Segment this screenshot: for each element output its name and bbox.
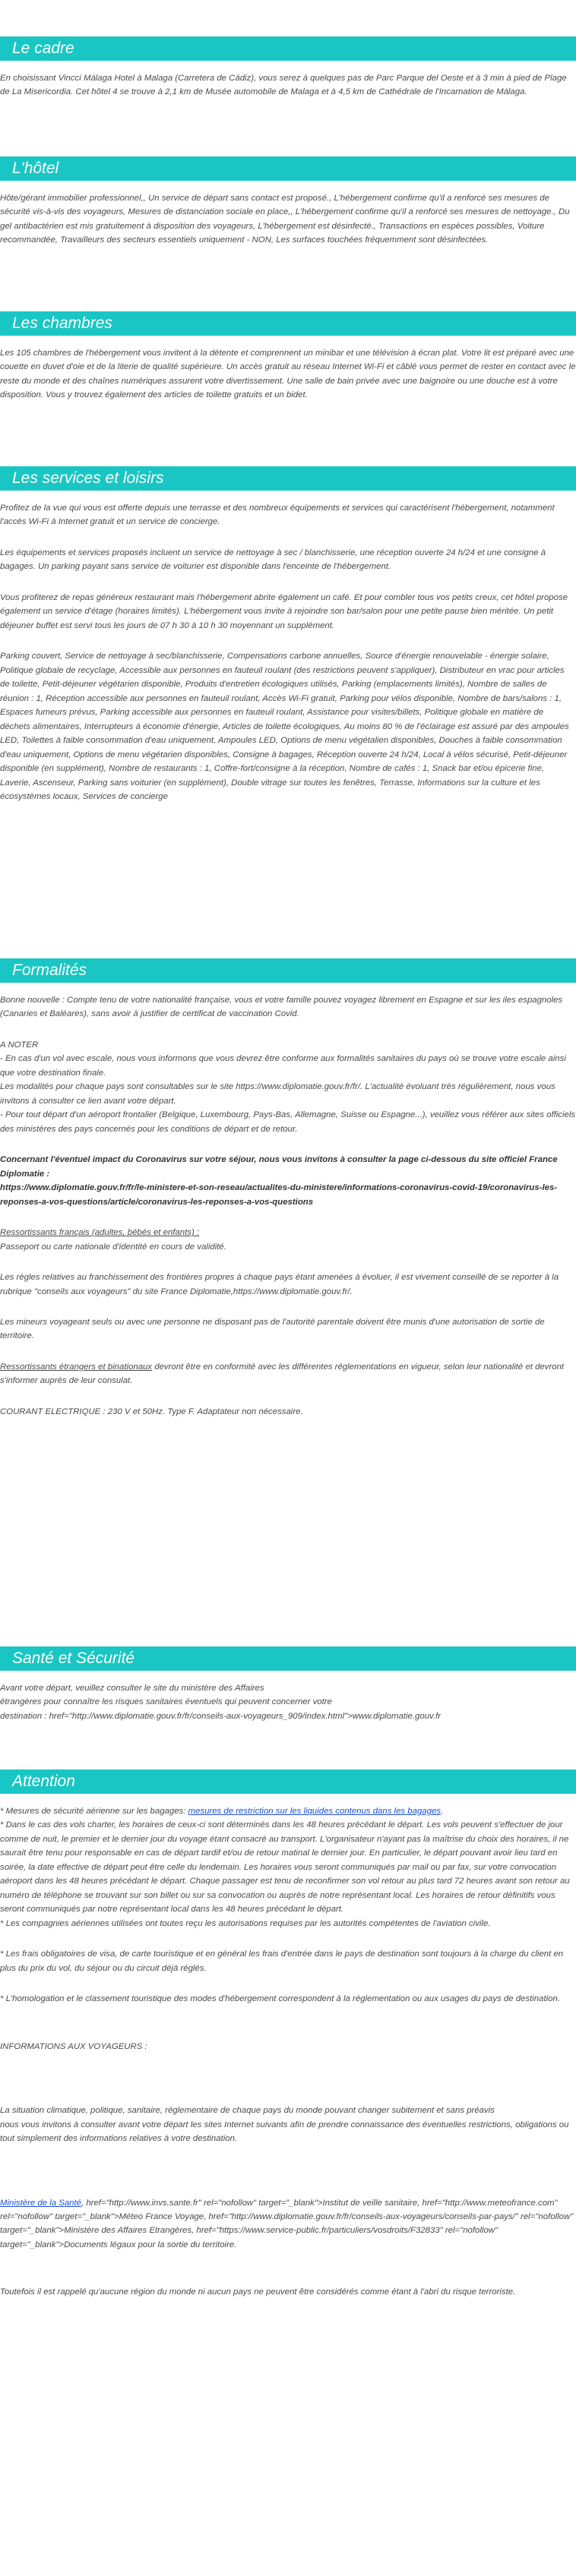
section-body-chambres [0,336,576,402]
section-attention [0,1769,576,2300]
visa-fees: * Les frais obligatoires de visa, de carte touristique et en général les frais d'entrée dans le pays de destination sont toujours à la charge du client en plus du prix du vol, du séjour ou du circuit déjà réglés. [0,1949,564,1973]
spacer [0,2087,576,2104]
services-equipments: Les équipements et services proposés incluent un service de nettoyage à sec / blanchisserie, une réception ouverte 24 h/24 et une consigne à bagages. Un parking payant sans service de voiturier est disponible dans l'enceinte de l'hébergement. [0,548,546,572]
electric-current: COURANT ELECTRIQUE : 230 V et 50Hz. Type F. Adaptateur non nécessaire. [0,1406,303,1416]
liquids-restriction-link[interactable]: mesures de restriction sur les liquides contenus dans les bagages [188,1807,441,1816]
section-body-formalites [0,983,576,1419]
spacer [0,2070,576,2087]
security-measures-suffix: . [441,1807,444,1816]
travelers-info-1: La situation climatique, politique, sanitaire, réglementaire de chaque pays du monde pouvant changer subitement et sans préavis [0,2106,495,2116]
minors-rule: Les mineurs voyageant seuls ou avec une personne ne disposant pas de l'autorité parentale doivent être munis d'une autorisation de sortie de territoire. [0,1317,545,1341]
cadre-text: En choisissant Vincci Málaga Hotel à Malaga (Carretera de Cádiz), vous serez à quelques pas de Parc Parque del Oeste et à 3 min à pied de Plage de La Misericordia. Cet hôtel 4 se trouve à 2,1 km de Musée automobile de Malaga et à 4,5 km de Cathédrale de l'Incarnation de Málaga. [0,74,567,97]
section-body-services [0,491,576,803]
services-intro: Profitez de la vue qui vous est offerte depuis une terrasse et des nombreux équipements et services qui caractérisent l'hébergement, notamment l'accès Wi-Fi à Internet gratuit et un service de concierge. [0,504,555,527]
section-cadre [0,36,576,99]
note-aeroport: - Pour tout départ d'un aéroport frontalier (Belgique, Luxembourg, Pays-Bas, Allemagne, Suisse ou Espagne...), veuillez vous référer aux sites officiels des ministères des pays concernés pour les conditions de départ et de retour. [0,1110,576,1134]
travelers-info-2: nous vous invitons à consulter avant votre départ les sites Internet suivants afin de prendre connaissance des éventuelles restrictions, obligations ou tout simplement des informations relatives à votre destination. [0,2120,569,2144]
section-title-formalites: Formalités [0,958,576,983]
section-title-sante: Santé et Sécurité [0,1646,576,1671]
foreign-nationals-text: devront être en conformité avec les différentes réglementations en vigueur, selon leur nationalité et devront s'informer auprès de leur consulat. [0,1362,565,1386]
section-formalites [0,958,576,1419]
section-chambres [0,311,576,402]
security-measures [0,1804,576,1818]
section-title-hotel: L'hôtel [0,156,576,181]
useful-links-text: , href="http://www.invs.sante.fr" rel="nofollow" target="_blank">Institut de veille sanitaire, href="http://www.meteofrance.com" rel="nofollow" target="_blank">Méteo France Voyage, href="http://www.diplomatie.gouv.fr/fr/conseils-aux-voyageurs/conseils-par-pays/" rel="nofollow" target="_blank">Ministère des Affaires Etrangères, href="https://www.service-public.fr/particuliers/vosdroits/F32833" rel="nofollow" target="_blank">Documents légaux pour la sortie du territoire. [0,2198,574,2249]
section-services [0,466,576,803]
section-hotel [0,156,576,248]
section-sante [0,1646,576,1723]
note-modalites: Les modalités pour chaque pays sont consultables sur le site https://www.diplomatie.gouv.fr/fr/. L'actualité évoluant très régulièrement, nous vous invitons à consulter ce lien avant votre départ. [0,1082,555,1106]
spacer [0,2163,576,2180]
sante-line-1: Avant votre départ, veuillez consulter le site du ministère des Affaires [0,1684,264,1693]
health-ministry-link[interactable]: Ministère de la Santé [0,2198,82,2208]
security-measures-prefix: * Mesures de sécurité aérienne sur les bagages: [0,1807,188,1816]
spacer [0,2268,576,2285]
airlines-authorizations: * Les compagnies aériennes utilisées ont toutes reçu les autorisations requises par les autorités compétentes de l'aviation civile. [0,1918,491,1928]
section-title-cadre: Le cadre [0,36,576,61]
border-rules: Les règles relatives au franchissement des frontières propres à chaque pays étant amenées à évoluer, il est vivement conseillé de se reporter à la rubrique "conseils aux voyageurs" du site France Diplomatie,https://www.diplomatie.gouv.fr/. [0,1273,559,1296]
services-restaurant: Vous profiterez de repas généreux restaurant mais l'hébergement abrite également un café. Et pour combler tous vos petits creux, cet hôtel propose également un service d'étage (horaires limités). L'hébergement vous invite à rejoindre son bar/salon pour une petite pause bien méritée. Un petit déjeuner buffet est servi tous les jours de 07 h 30 à 10 h 30 moyennant un supplément. [0,592,568,630]
coronavirus-url: https://www.diplomatie.gouv.fr/fr/le-ministere-et-son-reseau/actualites-du-ministere/informations-coronavirus-covid-19/coronavirus-les-reponses-a-vos-questions/article/coronavirus-les-reponses-a-vos-questions [0,1183,558,1207]
french-nationals-title: Ressortissants français (adultes, bébés et enfants) : [0,1228,200,1238]
terrorism-notice: Toutefois il est rappelé qu'aucune région du monde ni aucun pays ne peuvent être considérés comme étant à l'abri du risque terroriste. [0,2287,516,2297]
section-body-sante [0,1671,576,1723]
services-list: Parking couvert, Service de nettoyage à sec/blanchisserie, Compensations carbone annuelles, Source d'énergie renouvelable - énergie solaire, Politique globale de recyclage, Accessible aux personnes en fauteuil roulant (des restrictions peuvent s'appliquer), Distributeur en vrac pour articles de toilette, Petit-déjeuner végétarien disponible, Produits d'entretien écologiques utilisés, Parking (emplacements limités), Nombre de salles de réunion : 1, Réception accessible aux personnes en fauteuil roulant, Accès Wi-Fi gratuit, Parking pour vélos disponible, Nombre de bars/salons : 1, Espaces fumeurs prévus, Parking accessible aux personnes en fauteuil roulant, Assistance pour visites/billets, Politique globale en matière de déchets alimentaires, Interrupteurs à économie d'énergie, Articles de toilette écologiques, Au moins 80 % de l'éclairage est assuré par des ampoules LED, Toilettes à faible consommation d'eau uniquement, Ampoules LED, Options de menu végétalien disponibles, Douches à faible consommation d'eau uniquement, Options de menu végétarien disponibles, Consigne à bagages, Réception ouverte 24 h/24, Local à vélos sécurisé, Petit-déjeuner disponible (en supplément), Nombre de restaurants : 1, Coffre-fort/consigne à la réception, Nombre de cafés : 1, Snack bar et/ou épicerie fine, Laverie, Ascenseur, Parking sans voiturier (en supplément), Double vitrage sur toutes les fenêtres, Terrasse, Informations sur la culture et les écosystèmes locaux, Services de concierge [0,652,569,801]
sante-line-2: étrangères pour connaître les risques sanitaires éventuels qui peuvent concerner votre [0,1697,332,1707]
section-body-cadre [0,61,576,99]
section-title-attention: Attention [0,1769,576,1794]
spacer [0,2023,576,2040]
note-escale: - En cas d'un vol avec escale, nous vous informons que vous devrez être conforme aux formalités sanitaires du pays où se trouve votre escale ainsi que votre destination finale. [0,1054,566,1078]
section-body-hotel [0,181,576,248]
travelers-info-title: INFORMATIONS AUX VOYAGEURS : [0,2041,147,2051]
section-title-services: Les services et loisirs [0,466,576,491]
charter-flights: * Dans le cas des vols charter, les horaires de ceux-ci sont déterminés dans les 48 heures précédant le départ. Les vols peuvent s'effectuer de jour comme de nuit, le premier et le dernier jour du voyage étant consacré au transport. L'organisateur n'ayant pas la maîtrise du choix des horaires, il ne saurait être tenu pour responsable en cas de départ tardif et/ou de retour matinal le dernier jour. En particulier, le départ pouvant avoir lieu tard en soirée, la date effective de départ peut être celle du lendemain. Les horaires vous seront communiqués par mail ou par fax, sur votre convocation aéroport dans les 48 heures précédant le départ. Chaque passager est tenu de reconfirmer son vol retour au plus tard 72 heures avant son retour au numéro de téléphone se trouvant sur son billet ou sur sa convocation ou auprès de notre représentant local. Les horaires de retour définitifs vous seront communiqués par notre représentant local dans les 48 heures précédant le départ. [0,1820,570,1915]
note-title: A NOTER [0,1040,39,1050]
foreign-nationals-title: Ressortissants étrangers et binationaux [0,1362,153,1372]
hotel-text: Hôte/gérant immobilier professionnel,, Un service de départ sans contact est proposé., L'hébergement confirme qu'il a renforcé ses mesures de sécurité vis-à-vis des voyageurs, Mesures de distanciation sociale en place,, L'hébergement confirme qu'il a renforcé ses mesures de nettoyage., Du gel antibactérien est mis gratuitement à disposition des voyageurs, L'hébergement est désinfecté., Transactions en espèces possibles, Voiture recommandée, Travailleurs des secteurs essentiels uniquement - NON, Les surfaces touchées fréquemment sont désinfectées. [0,194,570,245]
section-title-chambres: Les chambres [0,311,576,336]
formalites-intro: Bonne nouvelle : Compte tenu de votre nationalité française, vous et votre famille pouvez voyagez librement en Espagne et sur les iles espagnoles (Canaries et Baléares), sans avoir à justifier de certificat de vaccination Covid. [0,996,563,1019]
foreign-nationals [0,1360,576,1388]
chambres-text: Les 105 chambres de l'hébergement vous invitent à la détente et comprennent un minibar et une télévision à écran plat. Votre lit est préparé avec une couette en duvet d'oie et de la literie de qualité supérieure. Un accès gratuit au réseau Internet Wi-Fi et câblé vous permet de rester en contact avec le reste du monde et des chaînes numériques assurent votre divertissement. Une salle de bain privée avec une baignoire ou une douche est à votre disposition. Vous y trouvez également des articles de toilette gratuits et un bidet. [0,349,576,400]
spacer [0,2180,576,2196]
useful-links [0,2196,576,2252]
french-nationals-text: Passeport ou carte nationale d'identité en cours de validité. [0,1242,226,1252]
accommodation-rating: * L'homologation et le classement touristique des modes d'hébergement correspondent à la réglementation ou aux usages du pays de destination. [0,1994,560,2004]
section-body-attention [0,1794,576,2300]
sante-line-3: destination : href="http://www.diplomatie.gouv.fr/fr/conseils-aux-voyageurs_909/index.html">www.diplomatie.gouv.fr [0,1711,441,1721]
coronavirus-notice: Concernant l'éventuel impact du Coronavirus sur votre séjour, nous vous invitons à consulter la page ci-dessous du site officiel France Diplomatie : [0,1155,558,1179]
